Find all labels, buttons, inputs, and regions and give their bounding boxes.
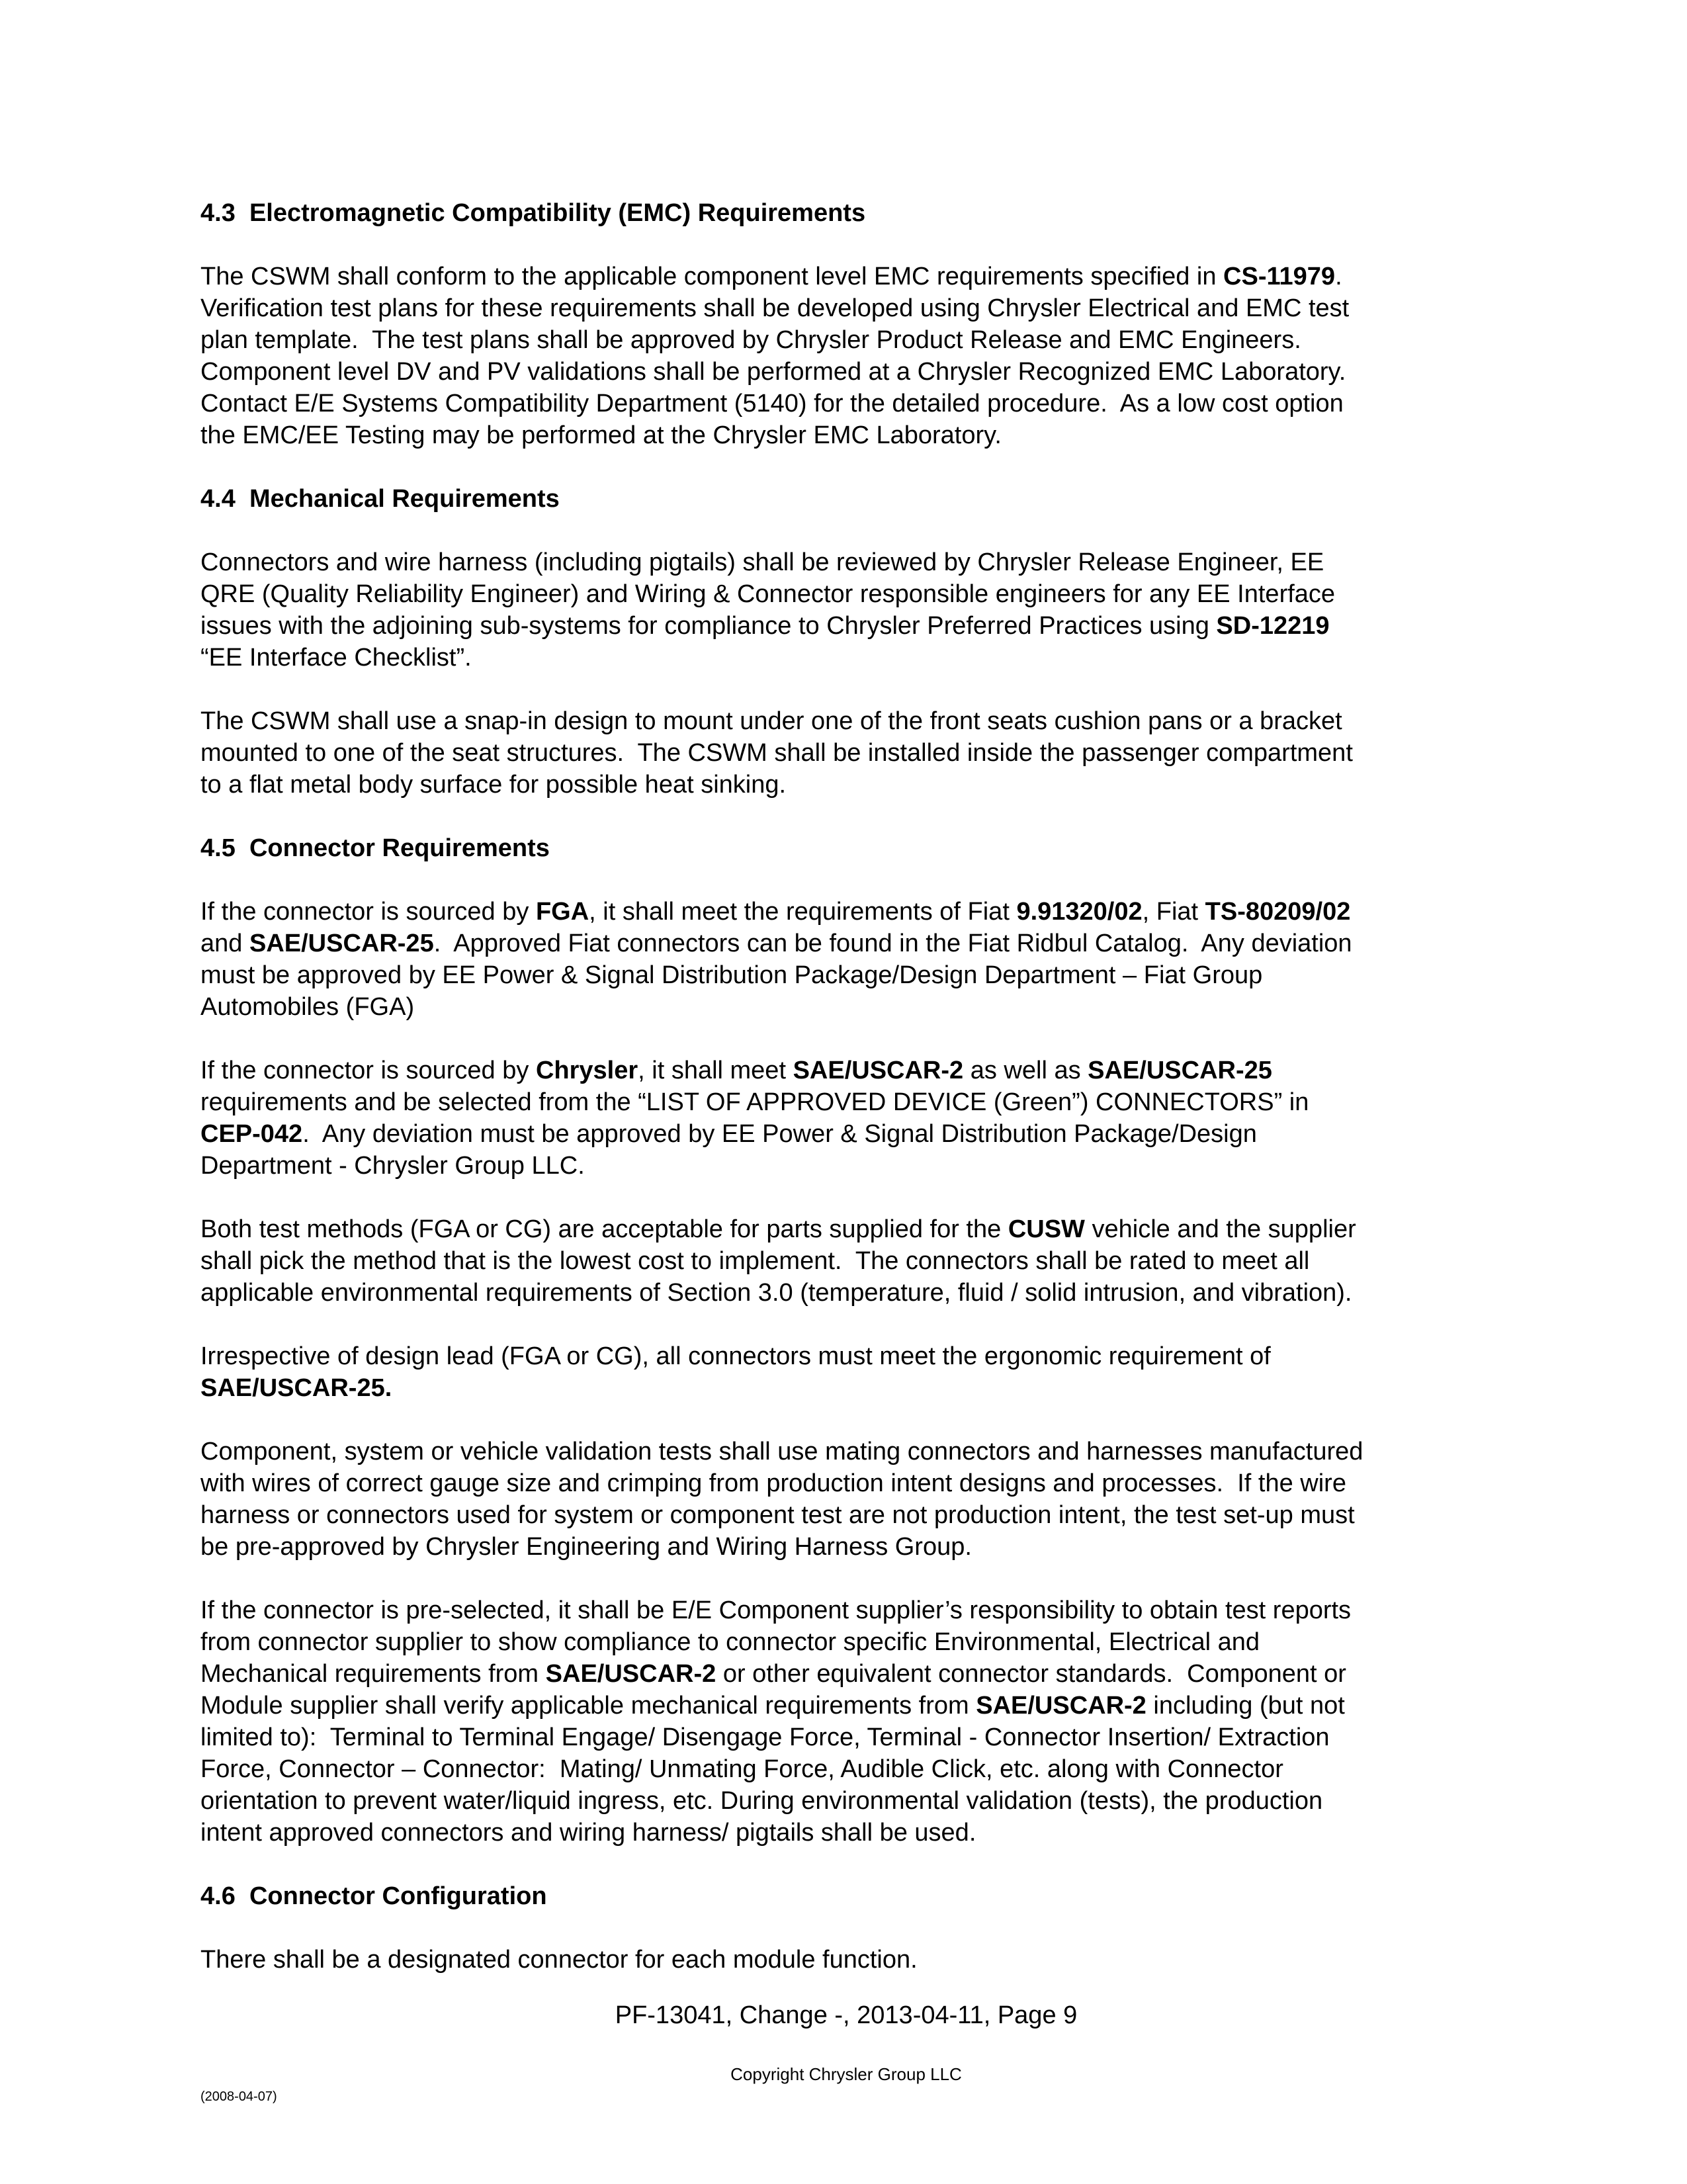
text-run: Component, system or vehicle validation tests shall use mating connectors and harnesses manufactured xyxy=(200,1438,1363,1465)
paragraph xyxy=(200,1213,1492,1309)
text-run: be pre-approved by Chrysler Engineering and Wiring Harness Group. xyxy=(200,1533,972,1561)
text-line xyxy=(200,1245,1492,1277)
text-line xyxy=(200,1150,1492,1182)
text-run: from connector supplier to show compliance to connector specific Environmental, Electrical and xyxy=(200,1628,1260,1656)
text-line xyxy=(200,769,1492,801)
text-run: Irrespective of design lead (FGA or CG), all connectors must meet the ergonomic requirement of xyxy=(200,1342,1271,1370)
text-run: CEP-042 xyxy=(200,1120,303,1148)
text-run: applicable environmental requirements of Section 3.0 (temperature, fluid / solid intrusion, and vibration). xyxy=(200,1279,1352,1307)
text-line xyxy=(200,1531,1492,1563)
text-line xyxy=(200,1594,1492,1626)
text-run: Automobiles (FGA) xyxy=(200,993,415,1021)
paragraph xyxy=(200,1055,1492,1182)
text-run: CUSW xyxy=(1008,1215,1085,1243)
text-line xyxy=(200,928,1492,959)
text-run: to a flat metal body surface for possible heat sinking. xyxy=(200,771,787,799)
text-line xyxy=(200,356,1492,388)
paragraph xyxy=(200,261,1492,451)
text-run: Both test methods (FGA or CG) are acceptable for parts supplied for the xyxy=(200,1215,1008,1243)
text-line xyxy=(200,1372,1492,1404)
text-line xyxy=(200,292,1492,324)
text-line xyxy=(200,1213,1492,1245)
footer-date-stamp: (2008-04-07) xyxy=(200,2089,277,2104)
text-run: SAE/USCAR-2 xyxy=(545,1660,716,1688)
paragraph xyxy=(200,1594,1492,1849)
text-run: , Fiat xyxy=(1142,898,1205,926)
text-run: vehicle and the supplier xyxy=(1084,1215,1356,1243)
footer-doc-ref: PF-13041, Change -, 2013-04-11, Page 9 xyxy=(615,2001,1078,2029)
text-run: harness or connectors used for system or component test are not production intent, the test set-up must xyxy=(200,1501,1355,1529)
text-run: as well as xyxy=(963,1057,1088,1084)
text-line xyxy=(200,1277,1492,1309)
text-run: Verification test plans for these requirements shall be developed using Chrysler Electrical and EMC test xyxy=(200,294,1350,322)
text-line xyxy=(200,642,1492,674)
text-run: and xyxy=(200,930,249,957)
text-line xyxy=(200,1340,1492,1372)
paragraph xyxy=(200,896,1492,1023)
text-run: , it shall meet the requirements of Fiat xyxy=(589,898,1017,926)
text-run: . Any deviation must be approved by EE Power & Signal Distribution Package/Design xyxy=(302,1120,1257,1148)
text-run: must be approved by EE Power & Signal Distribution Package/Design Department – Fiat Group xyxy=(200,961,1263,989)
paragraph xyxy=(200,546,1492,674)
text-line xyxy=(200,1785,1492,1817)
text-run: limited to): Terminal to Terminal Engage/ Disengage Force, Terminal - Connector Insertion/ Extraction xyxy=(200,1724,1330,1751)
text-run: SAE/USCAR-2 xyxy=(793,1057,964,1084)
text-run: TS-80209/02 xyxy=(1205,898,1351,926)
text-run: intent approved connectors and wiring harness/ pigtails shall be used. xyxy=(200,1819,976,1847)
text-run: plan template. The test plans shall be approved by Chrysler Product Release and EMC Engineers. xyxy=(200,326,1301,354)
text-line xyxy=(200,1753,1492,1785)
text-line xyxy=(200,1436,1492,1467)
text-line xyxy=(200,737,1492,769)
text-line xyxy=(200,1658,1492,1690)
paragraph xyxy=(200,705,1492,801)
text-run: the EMC/EE Testing may be performed at the Chrysler EMC Laboratory. xyxy=(200,421,1002,449)
text-line xyxy=(200,896,1492,928)
text-run: Component level DV and PV validations shall be performed at a Chrysler Recognized EMC Laboratory. xyxy=(200,358,1346,386)
text-line xyxy=(200,1944,1492,1976)
text-run: Module supplier shall verify applicable mechanical requirements from xyxy=(200,1692,976,1720)
text-run: requirements and be selected from the “LIST OF APPROVED DEVICE (Green”) CONNECTORS” in xyxy=(200,1088,1309,1116)
text-run: Force, Connector – Connector: Mating/ Unmating Force, Audible Click, etc. along with Connector xyxy=(200,1755,1283,1783)
text-line xyxy=(200,991,1492,1023)
document-body xyxy=(200,197,1492,2007)
text-run: If the connector is sourced by xyxy=(200,1057,536,1084)
text-run: “EE Interface Checklist”. xyxy=(200,644,472,672)
text-line xyxy=(200,1817,1492,1849)
text-line xyxy=(200,959,1492,991)
text-run: There shall be a designated connector for each module function. xyxy=(200,1946,918,1974)
text-line xyxy=(200,1722,1492,1753)
text-line xyxy=(200,578,1492,610)
section-heading: 4.4 Mechanical Requirements xyxy=(200,485,560,513)
text-line xyxy=(200,610,1492,642)
paragraph xyxy=(200,1944,1492,1976)
text-run: If the connector is pre-selected, it shall be E/E Component supplier’s responsibility to obtain test reports xyxy=(200,1596,1352,1624)
text-line xyxy=(200,1626,1492,1658)
text-run: SAE/USCAR-25. xyxy=(200,1374,392,1402)
text-line xyxy=(200,1118,1492,1150)
text-run: issues with the adjoining sub-systems for compliance to Chrysler Preferred Practices using xyxy=(200,612,1217,640)
text-run: orientation to prevent water/liquid ingress, etc. During environmental validation (tests), the production xyxy=(200,1787,1323,1815)
text-run: Department - Chrysler Group LLC. xyxy=(200,1152,585,1180)
text-line xyxy=(200,705,1492,737)
text-line xyxy=(200,546,1492,578)
text-run: with wires of correct gauge size and crimping from production intent designs and processes. If the wire xyxy=(200,1469,1346,1497)
text-run: SAE/USCAR-25 xyxy=(249,930,434,957)
text-run: 9.91320/02 xyxy=(1016,898,1143,926)
text-line xyxy=(200,1055,1492,1086)
text-line xyxy=(200,1499,1492,1531)
text-line xyxy=(200,1690,1492,1722)
text-run: SAE/USCAR-2 xyxy=(976,1692,1146,1720)
text-run: Connectors and wire harness (including pigtails) shall be reviewed by Chrysler Release Engineer, EE xyxy=(200,548,1324,576)
text-run: . xyxy=(1335,263,1342,290)
text-run: Contact E/E Systems Compatibility Department (5140) for the detailed procedure. As a low cost option xyxy=(200,390,1344,417)
paragraph xyxy=(200,1340,1492,1404)
text-line xyxy=(200,1086,1492,1118)
text-run: Chrysler xyxy=(535,1057,638,1084)
text-run: FGA xyxy=(535,898,589,926)
text-run: shall pick the method that is the lowest cost to implement. The connectors shall be rated to meet all xyxy=(200,1247,1310,1275)
section-heading: 4.3 Electromagnetic Compatibility (EMC) Requirements xyxy=(200,199,866,227)
text-run: , it shall meet xyxy=(638,1057,793,1084)
text-run: If the connector is sourced by xyxy=(200,898,536,926)
text-run: mounted to one of the seat structures. The CSWM shall be installed inside the passenger compartment xyxy=(200,739,1353,767)
text-line xyxy=(200,324,1492,356)
section-heading: 4.6 Connector Configuration xyxy=(200,1882,547,1910)
text-run: QRE (Quality Reliability Engineer) and Wiring & Connector responsible engineers for any EE Interface xyxy=(200,580,1336,608)
text-run: The CSWM shall use a snap-in design to mount under one of the front seats cushion pans or a bracket xyxy=(200,707,1342,735)
text-run: or other equivalent connector standards. Component or xyxy=(716,1660,1346,1688)
text-run: Mechanical requirements from xyxy=(200,1660,546,1688)
text-run: The CSWM shall conform to the applicable component level EMC requirements specified in xyxy=(200,263,1224,290)
text-run: including (but not xyxy=(1146,1692,1345,1720)
text-run: CS-11979 xyxy=(1223,263,1336,290)
text-line xyxy=(200,419,1492,451)
text-run: SD-12219 xyxy=(1216,612,1330,640)
footer-copyright: Copyright Chrysler Group LLC xyxy=(730,2064,962,2084)
section-heading: 4.5 Connector Requirements xyxy=(200,834,550,862)
text-run: . Approved Fiat connectors can be found in the Fiat Ridbul Catalog. Any deviation xyxy=(433,930,1352,957)
paragraph xyxy=(200,1436,1492,1563)
text-line xyxy=(200,388,1492,419)
text-run: SAE/USCAR-25 xyxy=(1088,1057,1272,1084)
text-line xyxy=(200,261,1492,292)
text-line xyxy=(200,1467,1492,1499)
